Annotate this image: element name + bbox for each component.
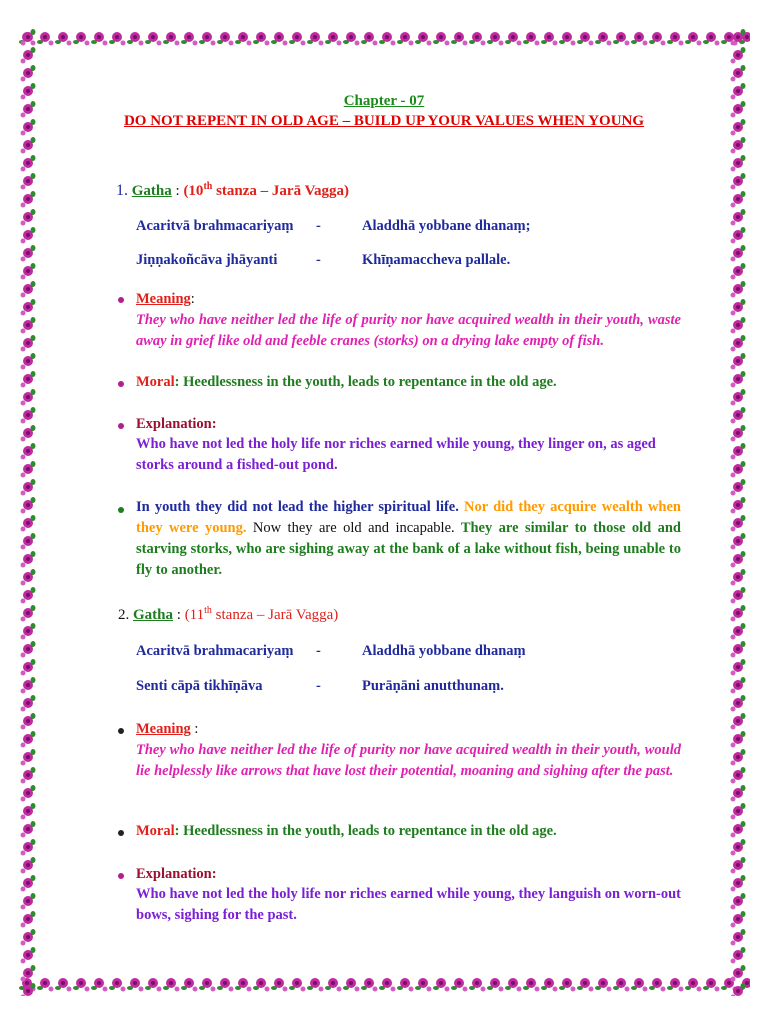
section-2-verse-2-dash: - <box>316 678 321 694</box>
extra-part-b: Nor did they acquire wealth when they were young. <box>136 499 681 536</box>
bullet-icon <box>118 297 124 303</box>
section-1-number: 1. <box>116 182 128 199</box>
section-1-verse-1-right: Aladdhā yobbane dhanaṃ; <box>362 218 531 234</box>
section-2-ref-post: stanza – Jarā Vagga) <box>211 607 339 623</box>
extra-part-c: Now they are old and incapable. <box>246 520 455 536</box>
section-1-gatha-label: Gatha <box>131 183 172 199</box>
section-1-extra-paragraph <box>136 497 681 581</box>
section-2-meaning-colon: : <box>190 721 199 737</box>
section-2-moral <box>136 821 681 842</box>
section-1-verse-1-left: Acaritvā brahmacariyaṃ <box>136 218 294 234</box>
section-2-verse-2-left: Senti cāpā tikhīṇāva <box>136 678 263 694</box>
bullet-icon <box>118 381 124 387</box>
section-1-verse-2-right: Khīṇamaccheva pallale. <box>362 252 511 268</box>
section-2-moral-text: : Heedlessness in the youth, leads to repentance in the old age. <box>174 823 557 839</box>
section-2-header <box>118 600 338 626</box>
section-1-meaning-label: Meaning <box>136 291 191 307</box>
section-2-verse-2-right: Purāṇāni anutthunaṃ. <box>362 678 504 694</box>
section-1-ref-pre: (10 <box>183 183 204 199</box>
section-2-verse-1-right: Aladdhā yobbane dhanaṃ <box>362 643 526 659</box>
section-1-meaning <box>136 289 681 310</box>
bullet-icon <box>118 728 124 734</box>
extra-part-d: They are similar to those old and starving storks, who are sighing away at the bank of a lake without fish, being unable to fly to another. <box>136 520 681 578</box>
section-1-sep: : <box>171 183 184 199</box>
section-2-sep: : <box>173 607 185 623</box>
bullet-icon <box>118 873 124 879</box>
section-1-verse-2-dash: - <box>316 252 321 268</box>
section-2-meaning-label: Meaning <box>136 721 191 737</box>
section-2-number: 2. <box>118 607 130 623</box>
section-2-explanation-label: Explanation: <box>136 866 217 882</box>
section-1-moral-text: : Heedlessness in the youth, leads to repentance in the old age. <box>174 374 557 390</box>
section-2-explanation-text: Who have not led the holy life nor riches earned while young, they languish on worn-out bows, sighing for the past. <box>136 886 681 923</box>
chapter-title: Chapter - 07 <box>343 93 425 109</box>
section-1-meaning-text: They who have neither led the life of purity nor have acquired wealth in their youth, waste away in grief like old and feeble cranes (storks) on a drying lake empty of fish. <box>136 312 681 349</box>
section-2-ref-pre: (11 <box>184 607 205 623</box>
section-1-explanation-text: Who have not led the holy life nor riches earned while young, they linger on, as aged storks around a fished-out pond. <box>136 436 656 473</box>
section-1-verse-2-left: Jiṇṇakoñcāva jhāyanti <box>136 252 278 268</box>
section-2-moral-label: Moral <box>136 823 175 839</box>
section-2-verse-1-dash: - <box>316 643 321 659</box>
page-heading: DO NOT REPENT IN OLD AGE – BUILD UP YOUR VALUES WHEN YOUNG <box>123 113 645 129</box>
bullet-icon <box>118 423 124 429</box>
section-1-moral <box>136 372 681 393</box>
bullet-icon <box>118 507 124 513</box>
section-2-gatha-label: Gatha <box>133 607 174 623</box>
section-2-meaning <box>136 719 681 740</box>
section-1-ref-post: stanza – Jarā Vagga) <box>212 183 350 199</box>
section-1-explanation-label: Explanation: <box>136 416 217 432</box>
extra-part-a: In youth they did not lead the higher spiritual life. <box>136 499 459 515</box>
bullet-icon <box>118 830 124 836</box>
section-2-verse-1-left: Acaritvā brahmacariyaṃ <box>136 643 294 659</box>
section-1-header <box>116 176 349 202</box>
section-2-meaning-text: They who have neither led the life of purity nor have acquired wealth in their youth, would lie helplessly like arrows that have lost their potential, moaning and sighing after the past. <box>136 742 681 779</box>
section-1-verse-1-dash: - <box>316 218 321 234</box>
section-1-meaning-colon: : <box>190 291 195 307</box>
section-2-ref-sup: th <box>204 605 212 616</box>
section-1-moral-label: Moral <box>136 374 175 390</box>
section-1-ref-sup: th <box>203 181 213 192</box>
